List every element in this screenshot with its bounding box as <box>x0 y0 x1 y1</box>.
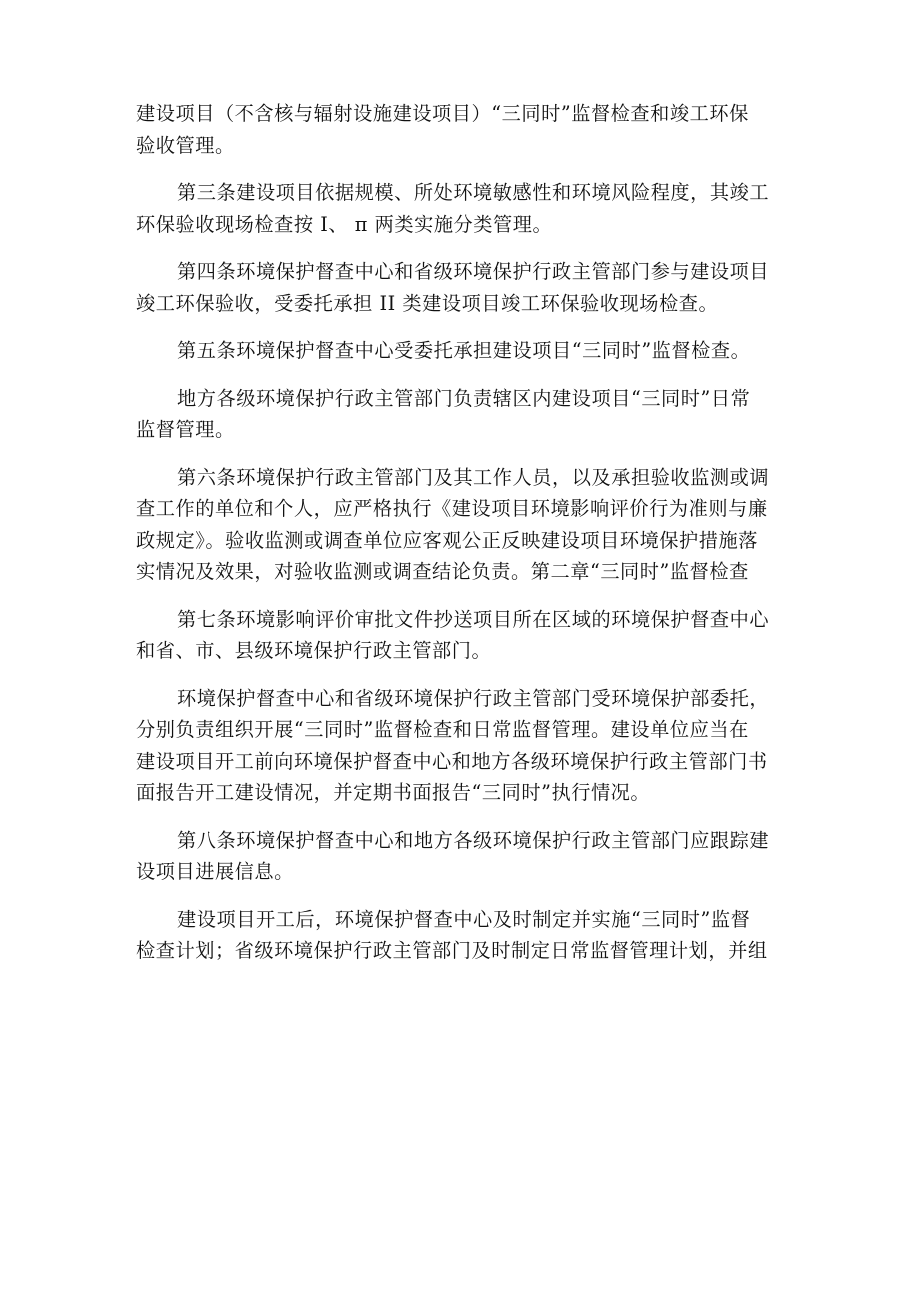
text-line: 第四条环境保护督查中心和省级环境保护行政主管部门参与建设项目 <box>177 260 770 283</box>
document-page <box>136 98 786 983</box>
text-line: 建设项目开工前向环境保护督查中心和地方各级环境保护行政主管部门书 <box>136 749 768 773</box>
text-line: 第三条建设项目依据规模、所处环境敏感性和环境风险程度，其竣工 <box>177 181 770 204</box>
paragraph-article-8 <box>136 825 786 888</box>
text-line: 第六条环境保护行政主管部门及其工作人员，以及承担验收监测或调 <box>177 465 770 489</box>
paragraph-delegation <box>136 683 786 809</box>
text-line: 环保验收现场检查按 I、 π 两类实施分类管理。 <box>136 212 553 236</box>
text-line: 验收管理。 <box>136 133 235 157</box>
text-line: 分别负责组织开展“三同时”监督检查和日常监督管理。建设单位应当在 <box>136 718 749 741</box>
text-line: 地方各级环境保护行政主管部门负责辖区内建设项目“三同时”日常 <box>177 386 751 410</box>
paragraph-article-7 <box>136 604 786 667</box>
paragraph-local-supervision <box>136 383 786 446</box>
text-line: 建设项目开工后，环境保护督查中心及时制定并实施“三同时”监督 <box>177 907 751 931</box>
text-line: 环境保护督查中心和省级环境保护行政主管部门受环境保护部委托， <box>177 686 770 710</box>
text-line: 和省、市、县级环境保护行政主管部门。 <box>136 639 492 662</box>
text-line: 第五条环境保护督查中心受委托承担建设项目“三同时”监督检查。 <box>177 339 751 362</box>
text-line: 面报告开工建设情况，并定期书面报告“三同时”执行情况。 <box>136 781 651 804</box>
text-line: 监督管理。 <box>136 418 235 441</box>
text-line: 第八条环境保护督查中心和地方各级环境保护行政主管部门应跟踪建 <box>177 828 770 852</box>
text-line: 查工作的单位和个人，应严格执行《建设项目环境影响评价行为准则与廉 <box>136 497 768 520</box>
text-line: 建设项目（不含核与辐射设施建设项目）“三同时”监督检查和竣工环保 <box>136 102 749 125</box>
text-line: 竣工环保验收，受委托承担 II 类建设项目竣工环保验收现场检查。 <box>136 291 719 315</box>
text-line: 设项目进展信息。 <box>136 860 294 883</box>
paragraph-article-3 <box>136 177 786 240</box>
text-line: 实情况及效果，对验收监测或调查结论负责。第二章“三同时”监督检查 <box>136 560 749 583</box>
paragraph-post-start <box>136 904 786 967</box>
text-line: 检查计划；省级环境保护行政主管部门及时制定日常监督管理计划，并组 <box>136 939 768 962</box>
paragraph-article-5 <box>136 335 786 367</box>
text-line: 第七条环境影响评价审批文件抄送项目所在区域的环境保护督查中心 <box>177 607 770 631</box>
paragraph-article-4 <box>136 256 786 319</box>
paragraph-continuation <box>136 98 786 161</box>
text-line: 政规定》。验收监测或调查单位应客观公正反映建设项目环境保护措施落 <box>136 528 758 552</box>
paragraph-article-6 <box>136 462 786 588</box>
